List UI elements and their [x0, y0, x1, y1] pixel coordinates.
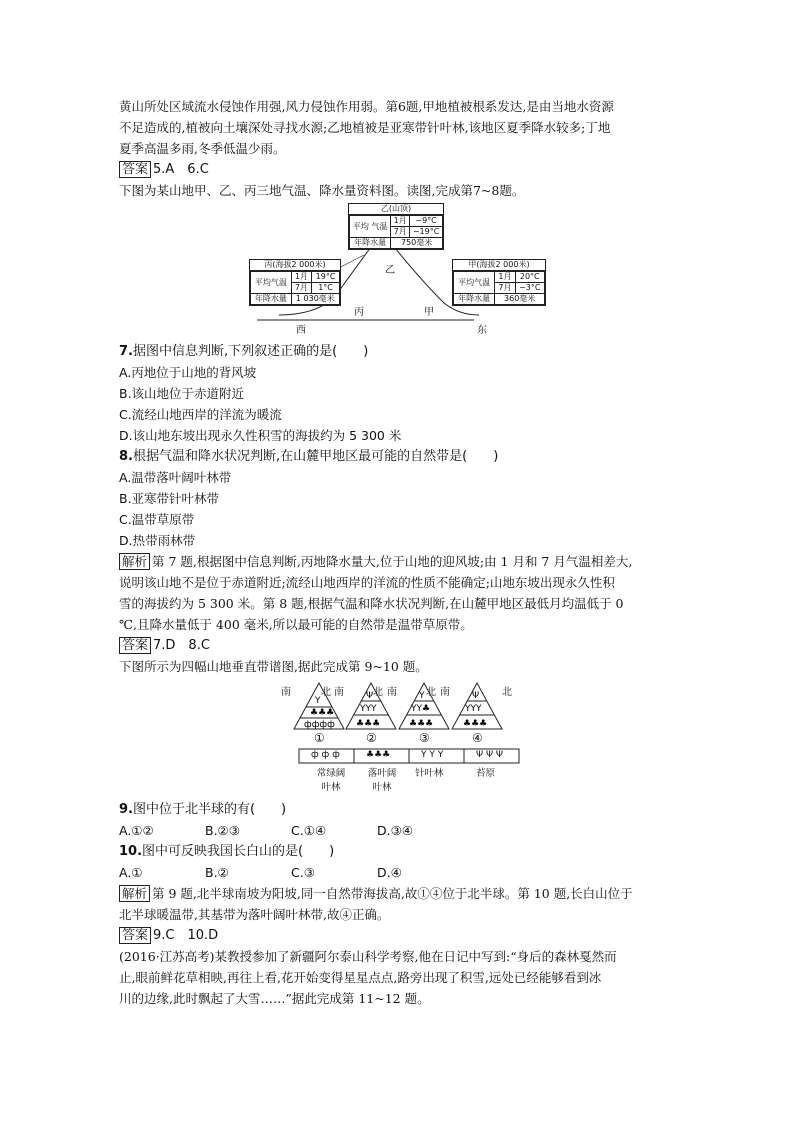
- lead-9-10: 下图所示为四幅山地垂直带谱图,据此完成第 9~10 题。: [119, 659, 428, 674]
- label-west: 西: [296, 325, 306, 336]
- question-8: 8.根据气温和降水状况判断,在山麓甲地区最可能的自然带是( ): [119, 449, 499, 464]
- triangle-4: [452, 683, 502, 729]
- analysis-7-8: 解析 第 7 题,根据图中信息判断,丙地降水量大,位于山地的迎风坡;由 1 月和 7 月气温相差大, 说明该山地不是位于赤道附近;流经山地西岸的洋流的性质不能确定;山地东坡出现永久性积 雪的海拔约为 5 300 米。第 8 题,根据气温和降水状况判断,在山麓甲地区最低月均温低于 0 ℃,且降水量低于 400 毫米,所以最可能的自然带是温带草原带。: [119, 554, 633, 632]
- vegetation-belt-figure: [119, 679, 675, 797]
- option: A.温带落叶阔叶林带: [119, 470, 232, 485]
- svg-text:Y: Y: [419, 691, 425, 701]
- legend-label-evergreen: 常绿阔 叶林: [316, 768, 346, 793]
- option: D.③④: [377, 823, 414, 838]
- legend-symbol-evergreen: ф ф ф: [311, 750, 340, 760]
- legend-symbol-deciduous: ♣♣♣: [366, 750, 391, 760]
- legend-symbol-coniferous: Y Y Y: [421, 750, 444, 760]
- answer-label: 答案: [119, 637, 151, 654]
- legend-symbol-tundra: Ψ Ψ Ψ: [476, 750, 503, 760]
- intro-line: 夏季高温多雨,冬季低温少雨。: [119, 141, 286, 156]
- answer-5-6: [119, 159, 675, 180]
- lead-11-12: (2016·江苏高考)某教授参加了新疆阿尔泰山科学考察,他在日记中写到:“身后的森林戛然而 止,眼前鲜花草相映,再往上看,花开始变得星星点点,路旁出现了积雪,远处已经能够看到冰 川的边缘,此时飘起了大雪……”据此完成第 11~12 题。: [119, 949, 617, 1006]
- option: C.③: [291, 865, 315, 880]
- label-north: 北: [321, 687, 331, 698]
- options-9: [119, 820, 675, 841]
- svg-text:YYY: YYY: [360, 704, 377, 714]
- answer-label: 答案: [119, 927, 151, 944]
- option: C.流经山地西岸的洋流为暖流: [119, 407, 282, 422]
- label-south: 南: [281, 687, 291, 698]
- option: C.①④: [291, 823, 327, 838]
- svg-text:♣♣♣: ♣♣♣: [310, 708, 335, 718]
- option: A.丙地位于山地的背风坡: [119, 365, 257, 380]
- document-page: [119, 96, 675, 1009]
- option: D.该山地东坡出现永久性积雪的海拔约为 5 300 米: [119, 428, 402, 443]
- label-north: 北: [426, 687, 436, 698]
- label-south: 南: [440, 687, 450, 698]
- option: D.④: [377, 865, 402, 880]
- options-10: [119, 862, 675, 883]
- label-north: 北: [502, 687, 512, 698]
- mountain-climate-figure: [119, 203, 675, 339]
- svg-text:YYY: YYY: [465, 704, 482, 714]
- svg-text:Ψ: Ψ: [366, 691, 374, 701]
- label-south: 南: [334, 687, 344, 698]
- intro-paragraph: [119, 96, 675, 159]
- table-jia: 甲(海拔2 000米) 平均气温 1月 20°C 7月 −3°C 年降水量 360毫米: [452, 259, 546, 306]
- svg-text:фффф: фффф: [304, 720, 335, 730]
- figure-number-4: ④: [472, 731, 483, 745]
- legend-label-tundra: 苔原: [476, 768, 496, 779]
- option: D.热带雨林带: [119, 533, 196, 548]
- table-bing: 丙(海拔2 000米) 平均气温 1月 19°C 7月 1°C 年降水量 1 030毫米: [249, 259, 341, 306]
- svg-text:♣♣♣: ♣♣♣: [463, 719, 488, 729]
- legend-label-coniferous: 针叶林: [415, 768, 444, 779]
- answer-text: 5.A 6.C: [153, 162, 209, 177]
- analysis-9-10: 解析 第 9 题,北半球南坡为阳坡,同一自然带海拔高,故①④位于北半球。第 10 题,长白山位于 北半球暖温带,其基带为落叶阔叶林带,故④正确。: [119, 886, 633, 922]
- svg-text:YY♣: YY♣: [411, 704, 431, 714]
- answer-label: 答案: [119, 161, 151, 178]
- label-jia: 甲: [424, 307, 434, 318]
- answer-9-10: 答案 9.C 10.D: [119, 925, 675, 946]
- label-bing: 丙: [354, 307, 364, 318]
- svg-text:♣♣♣: ♣♣♣: [409, 719, 434, 729]
- lead-7-8: 下图为某山地甲、乙、丙三地气温、降水量资料图。读图,完成第7~8题。: [119, 183, 525, 198]
- figure-number-2: ②: [366, 731, 377, 745]
- analysis-label: 解析: [119, 553, 150, 570]
- legend-label-deciduous: 落叶阔 叶林: [367, 768, 397, 793]
- question-7: 7.据图中信息判断,下列叙述正确的是( ): [119, 344, 369, 359]
- option: A.①②: [119, 823, 154, 838]
- label-north: 北: [373, 687, 383, 698]
- option: A.①: [119, 865, 143, 880]
- option: B.②③: [205, 823, 240, 838]
- svg-text:Ψ: Ψ: [472, 691, 480, 701]
- svg-text:♣♣♣: ♣♣♣: [356, 719, 381, 729]
- figure-number-3: ③: [419, 731, 430, 745]
- question-10: 10.图中可反映我国长白山的是( ): [119, 844, 335, 859]
- option: C.温带草原带: [119, 512, 195, 527]
- option: B.该山地位于赤道附近: [119, 386, 245, 401]
- label-yi-peak: 乙: [385, 265, 395, 276]
- analysis-label: 解析: [119, 885, 150, 902]
- svg-text:Y: Y: [315, 696, 321, 706]
- question-9: 9.图中位于北半球的有( ): [119, 802, 287, 817]
- intro-line: 不足造成的,植被向土壤深处寻找水源;乙地植被是亚寒带针叶林,该地区夏季降水较多;丁地: [119, 120, 611, 135]
- answer-7-8: 答案 7.D 8.C: [119, 635, 675, 656]
- table-yi: 乙(山顶) 平均 气温 1月 −9°C 7月 −19°C 年降水量 750毫米: [348, 203, 444, 250]
- label-south: 南: [387, 687, 397, 698]
- intro-line: 黄山所处区域流水侵蚀作用强,风力侵蚀作用弱。第6题,甲地植被根系发达,是由当地水资源: [119, 99, 614, 114]
- option: B.②: [205, 865, 229, 880]
- label-east: 东: [477, 325, 487, 336]
- option: B.亚寒带针叶林带: [119, 491, 220, 506]
- figure-number-1: ①: [314, 731, 325, 745]
